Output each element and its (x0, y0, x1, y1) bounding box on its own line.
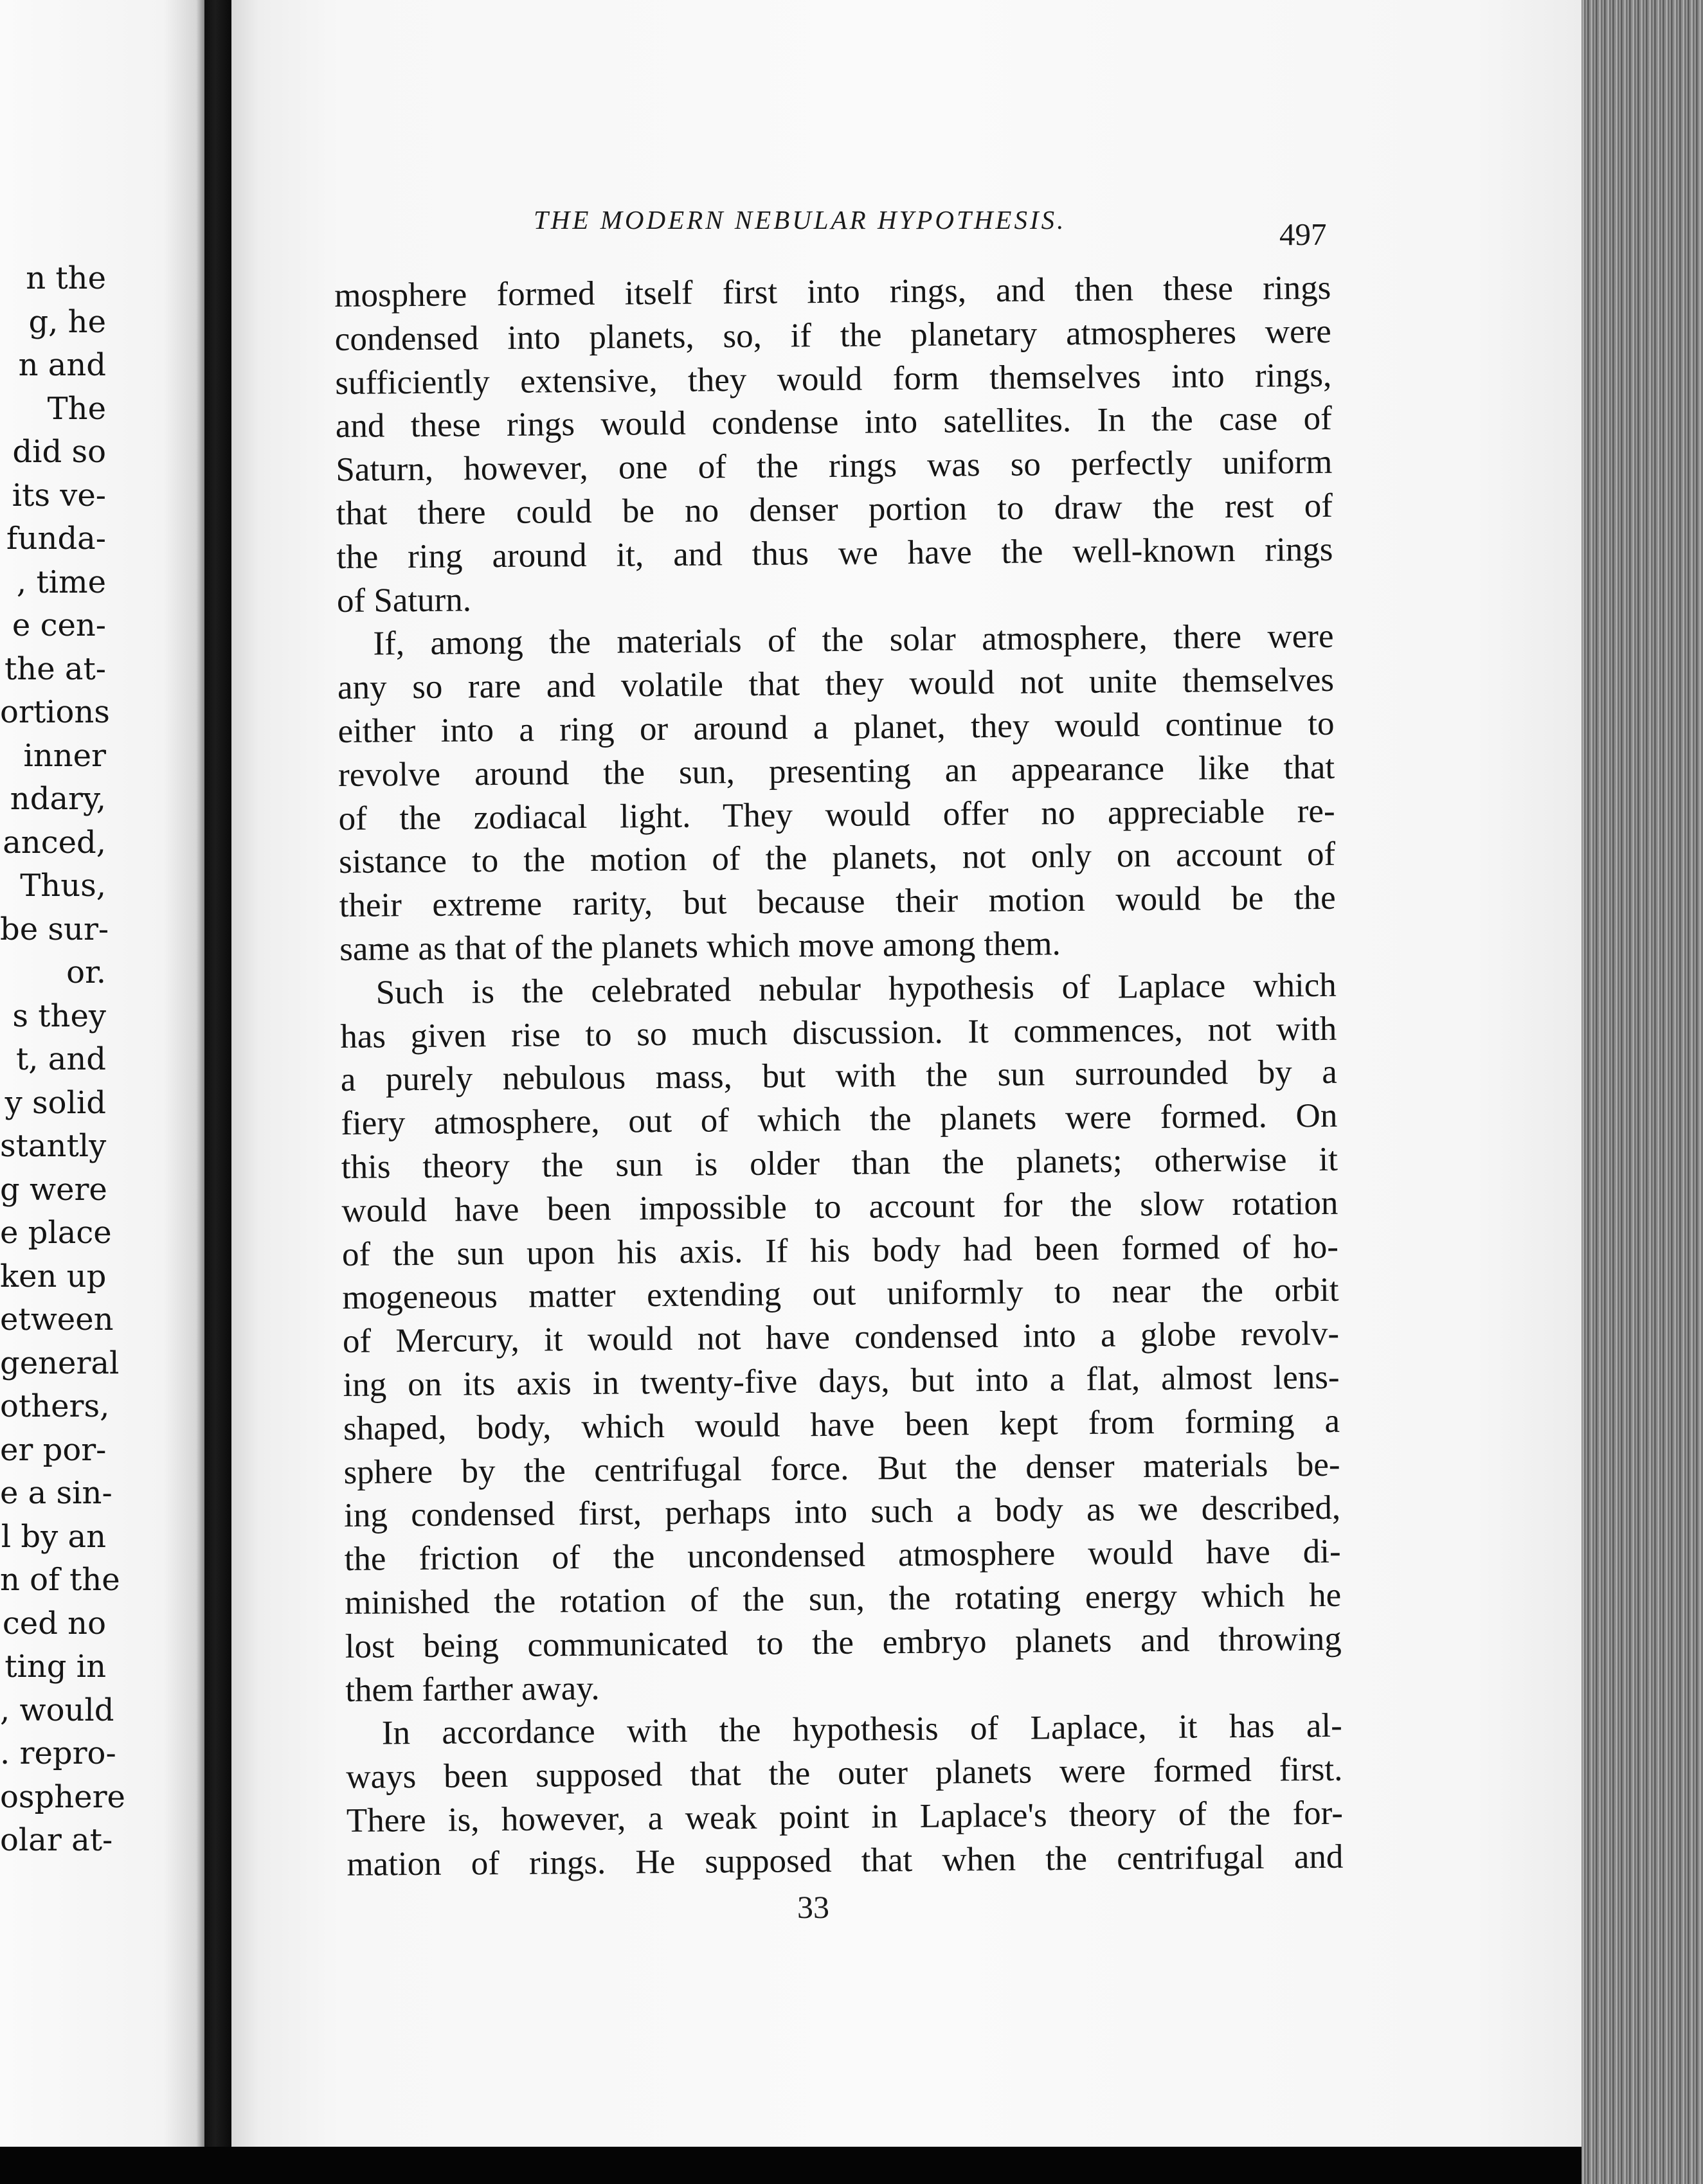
text-line: mation of rings. He supposed that when the centrifugal and (347, 1838, 1344, 1883)
text-line: There is, however, a weak point in Laplace's theory of the for- (346, 1794, 1344, 1839)
text-line: of the zodiacal light. They would offer no appreciable re- (338, 792, 1335, 837)
text-line: sufficiently extensive, they would form themselves into rings, (335, 356, 1332, 402)
left-page-line: the at- (5, 650, 106, 687)
left-page-line: l by an (1, 1518, 106, 1555)
left-page-line: ced no (2, 1605, 106, 1642)
left-page (0, 0, 204, 2147)
left-page-line: did so (12, 434, 106, 470)
left-page-line: , time (16, 564, 106, 600)
text-line: of Saturn. (336, 580, 472, 620)
left-page-line: funda- (6, 521, 106, 557)
left-page-line: Thus, (20, 868, 106, 904)
text-line: the friction of the uncondensed atmosphere would have di- (344, 1532, 1341, 1579)
text-line: If, among the materials of the solar atmosphere, there were (373, 618, 1334, 663)
page-number: 497 (1279, 217, 1327, 252)
text-line: revolve around the sun, presenting an appearance like that (338, 748, 1335, 794)
left-page-line: s they (12, 998, 106, 1034)
left-page-line: , would (0, 1692, 114, 1728)
left-page-line: e cen- (12, 607, 106, 643)
left-page-line: n and (18, 347, 106, 383)
text-line: them farther away. (345, 1669, 600, 1709)
left-page-line: general (0, 1345, 120, 1381)
text-line: sphere by the centrifugal force. But the denser materials be- (343, 1446, 1340, 1491)
left-page-line: or. (66, 954, 106, 990)
left-page-line: anced, (3, 824, 106, 861)
text-line: has given rise to so much discussion. It commences, not with (340, 1010, 1337, 1055)
text-line: mogeneous matter extending out uniformly to near the orbit (342, 1271, 1339, 1317)
left-page-line: ndary, (10, 781, 106, 817)
text-line: ing on its axis in twenty-five days, but into a flat, almost lens- (343, 1358, 1340, 1404)
text-line: In accordance with the hypothesis of Laplace, it has al- (381, 1707, 1343, 1752)
text-line: ways been supposed that the outer planets were formed first. (346, 1750, 1343, 1796)
left-page-line: inner (23, 737, 106, 774)
left-page-line: e place (0, 1215, 112, 1251)
running-head: THE MODERN NEBULAR HYPOTHESIS. (534, 205, 1067, 235)
left-page-line: e a sin- (0, 1475, 113, 1511)
text-line: Saturn, however, one of the rings was so perfectly uniform (336, 443, 1333, 489)
left-page-line: ken up (0, 1258, 107, 1294)
signature-mark: 33 (797, 1889, 829, 1925)
left-page-line: g were (0, 1171, 107, 1208)
body-text (334, 267, 1344, 1887)
left-page-line: n of the (0, 1562, 120, 1598)
text-line: lost being communicated to the embryo planets and throwing (345, 1620, 1342, 1665)
text-line: of Mercury, it would not have condensed into a globe revolv- (342, 1314, 1340, 1361)
left-page-line: osphere (0, 1778, 125, 1815)
left-page-line: The (47, 390, 106, 427)
left-page-line: t, and (15, 1041, 106, 1077)
text-line: same as that of the planets which move among them. (339, 925, 1061, 968)
left-page-line: n the (26, 260, 106, 296)
text-line: would have been impossible to account for the slow rotation (341, 1184, 1338, 1230)
text-line: ing condensed first, perhaps into such a body as we described, (343, 1489, 1341, 1535)
scan-bottom-border (0, 2147, 1581, 2184)
left-page-line: stantly (0, 1128, 107, 1164)
left-page-line: er por- (0, 1431, 107, 1468)
text-line: fiery atmosphere, out of which the planets were formed. On (341, 1096, 1338, 1143)
text-line: and these rings would condense into satellites. In the case of (335, 400, 1333, 445)
text-line: of the sun upon his axis. If his body had been formed of ho- (341, 1228, 1339, 1273)
text-line: that there could be no denser portion to draw the rest of (336, 487, 1333, 532)
left-page-line: etween (0, 1302, 114, 1338)
page-edges (1581, 0, 1703, 2184)
left-page-line: be sur- (0, 911, 109, 947)
left-page-line: ting in (5, 1649, 106, 1685)
book-gutter (204, 0, 231, 2184)
text-line: a purely nebulous mass, but with the sun surrounded by a (340, 1053, 1338, 1099)
left-page-text-fragments (0, 257, 125, 1863)
text-line: sistance to the motion of the planets, not only on account of (338, 836, 1336, 881)
text-line: minished the rotation of the sun, the rotating energy which he (345, 1576, 1342, 1622)
left-page-line: others, (0, 1388, 110, 1424)
text-line: Such is the celebrated nebular hypothesis of Laplace which (375, 966, 1337, 1012)
text-line: either into a ring or around a planet, they would continue to (338, 704, 1335, 750)
text-line: this theory the sun is older than the planets; otherwise it (341, 1140, 1338, 1186)
left-page-line: olar at- (0, 1822, 113, 1858)
text-line: the ring around it, and thus we have the well-known rings (336, 530, 1333, 576)
text-line: mosphere formed itself first into rings, and then these rings (334, 269, 1331, 314)
text-line: shaped, body, which would have been kept from forming a (343, 1402, 1340, 1447)
text-line: their extreme rarity, but because their motion would be the (339, 879, 1336, 925)
left-page-line: ortions (0, 694, 110, 730)
left-page-line: . repro- (0, 1735, 116, 1771)
left-page-line: its ve- (12, 477, 106, 514)
left-page-line: y solid (5, 1084, 106, 1121)
text-line: any so rare and volatile that they would not unite themselves (337, 661, 1335, 707)
text-line: condensed into planets, so, if the planetary atmospheres were (334, 312, 1331, 358)
left-page-line: g, he (28, 303, 106, 340)
